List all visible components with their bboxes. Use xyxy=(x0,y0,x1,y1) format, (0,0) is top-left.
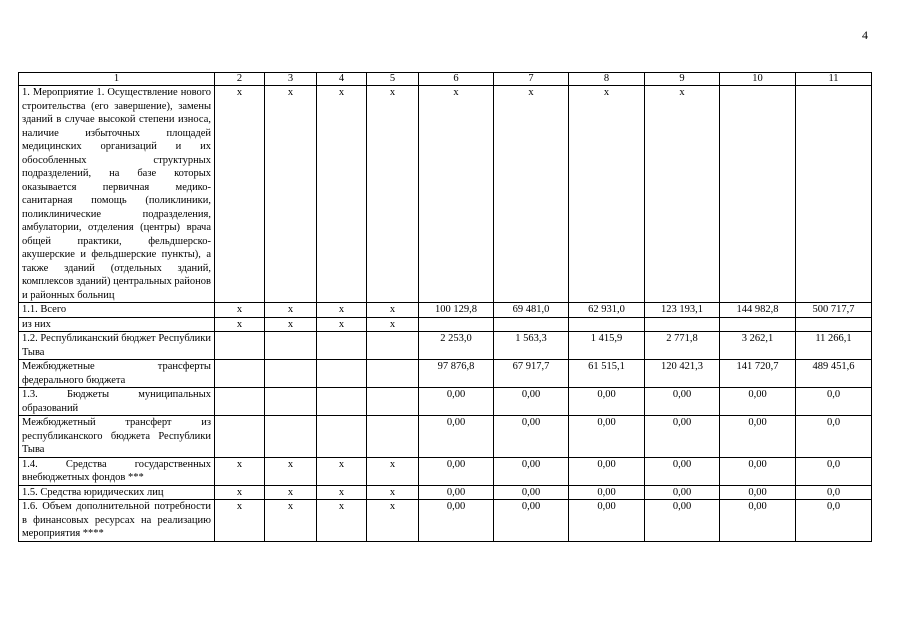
table-cell: x xyxy=(265,303,317,318)
column-header: 5 xyxy=(367,73,419,86)
table-row xyxy=(19,332,872,360)
row-label: 1.2. Республиканский бюджет Республики Тыва xyxy=(19,332,215,360)
table-cell: x xyxy=(367,485,419,500)
table-cell: 0,0 xyxy=(796,485,872,500)
table-cell: 0,00 xyxy=(569,485,645,500)
table-cell: 0,00 xyxy=(494,500,569,542)
table-cell: 1 415,9 xyxy=(569,332,645,360)
table-cell: x xyxy=(265,485,317,500)
table-row xyxy=(19,303,872,318)
row-label: Межбюджетный трансферт из республиканского бюджета Республики Тыва xyxy=(19,416,215,458)
table-cell: 0,00 xyxy=(569,457,645,485)
table-cell xyxy=(215,416,265,458)
table-cell xyxy=(367,360,419,388)
table-cell xyxy=(796,317,872,332)
table-cell: 0,00 xyxy=(720,485,796,500)
table-row xyxy=(19,388,872,416)
table-cell: 0,00 xyxy=(569,500,645,542)
table-cell: 144 982,8 xyxy=(720,303,796,318)
column-header: 8 xyxy=(569,73,645,86)
table-cell: 0,0 xyxy=(796,416,872,458)
table-cell xyxy=(367,332,419,360)
row-label: 1.1. Всего xyxy=(19,303,215,318)
table-cell: x xyxy=(317,485,367,500)
table-cell: x xyxy=(367,500,419,542)
row-label: 1.5. Средства юридических лиц xyxy=(19,485,215,500)
table-row xyxy=(19,485,872,500)
table-cell xyxy=(720,317,796,332)
table-cell xyxy=(265,332,317,360)
table-cell: 0,00 xyxy=(419,388,494,416)
table-cell: 0,00 xyxy=(720,457,796,485)
table-cell xyxy=(317,416,367,458)
table-cell: x xyxy=(317,303,367,318)
table-cell: 489 451,6 xyxy=(796,360,872,388)
table-row xyxy=(19,457,872,485)
table-cell: x xyxy=(317,500,367,542)
table-cell: 61 515,1 xyxy=(569,360,645,388)
funding-table xyxy=(18,72,872,542)
table-cell xyxy=(215,360,265,388)
table-cell: 0,00 xyxy=(645,485,720,500)
table-cell: x xyxy=(494,86,569,303)
column-header: 10 xyxy=(720,73,796,86)
row-label: 1. Мероприятие 1. Осуществление нового строительства (его завершение), замены зданий в случае высокой степени износа, наличие избыточных площадей медицинских организаций и их обособленных структурных подразделений, на базе которых оказывается первичная медико-санитарная помощь (поликлиники, поликлинические подразделения, амбулатории, отделения (центры) врача общей практики, фельдшерско-акушерские и фельдшерские пункты), а также зданий (отдельных зданий, комплексов зданий) центральных районов и районных больниц xyxy=(19,86,215,303)
table-cell: 100 129,8 xyxy=(419,303,494,318)
table-cell: 0,0 xyxy=(796,388,872,416)
table-cell: 62 931,0 xyxy=(569,303,645,318)
table-cell: x xyxy=(265,86,317,303)
table-cell: 0,00 xyxy=(720,416,796,458)
column-header: 6 xyxy=(419,73,494,86)
column-header: 2 xyxy=(215,73,265,86)
table-row xyxy=(19,416,872,458)
table-cell: x xyxy=(215,303,265,318)
table-cell: x xyxy=(265,500,317,542)
table-cell xyxy=(265,360,317,388)
table-cell: 0,00 xyxy=(645,416,720,458)
row-label: из них xyxy=(19,317,215,332)
table-cell: x xyxy=(265,457,317,485)
column-header: 7 xyxy=(494,73,569,86)
table-cell: 0,00 xyxy=(494,485,569,500)
table-cell xyxy=(419,317,494,332)
table-cell: x xyxy=(215,457,265,485)
column-header: 3 xyxy=(265,73,317,86)
table-cell: x xyxy=(367,457,419,485)
column-header: 1 xyxy=(19,73,215,86)
table-cell: 0,00 xyxy=(720,388,796,416)
table-cell: 1 563,3 xyxy=(494,332,569,360)
table-cell xyxy=(720,86,796,303)
table-cell: 0,00 xyxy=(569,416,645,458)
table-cell: x xyxy=(215,86,265,303)
table-cell: x xyxy=(215,317,265,332)
table-cell xyxy=(265,388,317,416)
column-header: 4 xyxy=(317,73,367,86)
table-cell: 0,00 xyxy=(569,388,645,416)
table-cell: x xyxy=(215,500,265,542)
row-label: 1.6. Объем дополнительной потребности в финансовых ресурсах на реализацию мероприятия **** xyxy=(19,500,215,542)
table-cell: x xyxy=(645,86,720,303)
table-cell: 0,00 xyxy=(419,485,494,500)
row-label: Межбюджетные трансферты федерального бюджета xyxy=(19,360,215,388)
table-cell: x xyxy=(317,317,367,332)
table-cell xyxy=(645,317,720,332)
column-number-row xyxy=(19,73,872,86)
row-label: 1.3. Бюджеты муниципальных образований xyxy=(19,388,215,416)
table-cell: 0,00 xyxy=(494,388,569,416)
column-header: 9 xyxy=(645,73,720,86)
table-cell: 0,0 xyxy=(796,500,872,542)
table-cell: 0,00 xyxy=(419,416,494,458)
table-cell: x xyxy=(215,485,265,500)
table-cell: 11 266,1 xyxy=(796,332,872,360)
table-cell: 2 771,8 xyxy=(645,332,720,360)
table-cell: x xyxy=(265,317,317,332)
table-cell: 500 717,7 xyxy=(796,303,872,318)
table-cell xyxy=(317,360,367,388)
table-cell: 67 917,7 xyxy=(494,360,569,388)
table-cell: 0,00 xyxy=(494,457,569,485)
table-row xyxy=(19,360,872,388)
table-cell: 141 720,7 xyxy=(720,360,796,388)
table-cell xyxy=(317,332,367,360)
table-cell xyxy=(317,388,367,416)
table-cell: 3 262,1 xyxy=(720,332,796,360)
table-cell: 0,00 xyxy=(419,500,494,542)
table-cell xyxy=(569,317,645,332)
table-cell xyxy=(215,332,265,360)
table-cell: 2 253,0 xyxy=(419,332,494,360)
table-cell xyxy=(215,388,265,416)
page-number: 4 xyxy=(862,28,868,42)
table-row xyxy=(19,86,872,303)
table-cell xyxy=(494,317,569,332)
table-cell xyxy=(367,388,419,416)
table-cell: x xyxy=(317,457,367,485)
table-cell xyxy=(796,86,872,303)
table-cell: x xyxy=(317,86,367,303)
table-cell: x xyxy=(569,86,645,303)
table-cell: 69 481,0 xyxy=(494,303,569,318)
table-cell: x xyxy=(367,86,419,303)
row-label: 1.4. Средства государственных внебюджетных фондов *** xyxy=(19,457,215,485)
table-cell: 120 421,3 xyxy=(645,360,720,388)
table-cell: 0,00 xyxy=(645,500,720,542)
table-cell: 0,00 xyxy=(645,388,720,416)
table-cell: 0,00 xyxy=(419,457,494,485)
table-cell: 123 193,1 xyxy=(645,303,720,318)
table-cell: 0,00 xyxy=(494,416,569,458)
column-header: 11 xyxy=(796,73,872,86)
table-row xyxy=(19,317,872,332)
table-cell xyxy=(367,416,419,458)
table-row xyxy=(19,500,872,542)
table-cell: 97 876,8 xyxy=(419,360,494,388)
table-cell: 0,00 xyxy=(720,500,796,542)
table-cell: x xyxy=(367,303,419,318)
table-cell: 0,0 xyxy=(796,457,872,485)
table-cell: 0,00 xyxy=(645,457,720,485)
table-cell: x xyxy=(367,317,419,332)
table-cell xyxy=(265,416,317,458)
table-cell: x xyxy=(419,86,494,303)
